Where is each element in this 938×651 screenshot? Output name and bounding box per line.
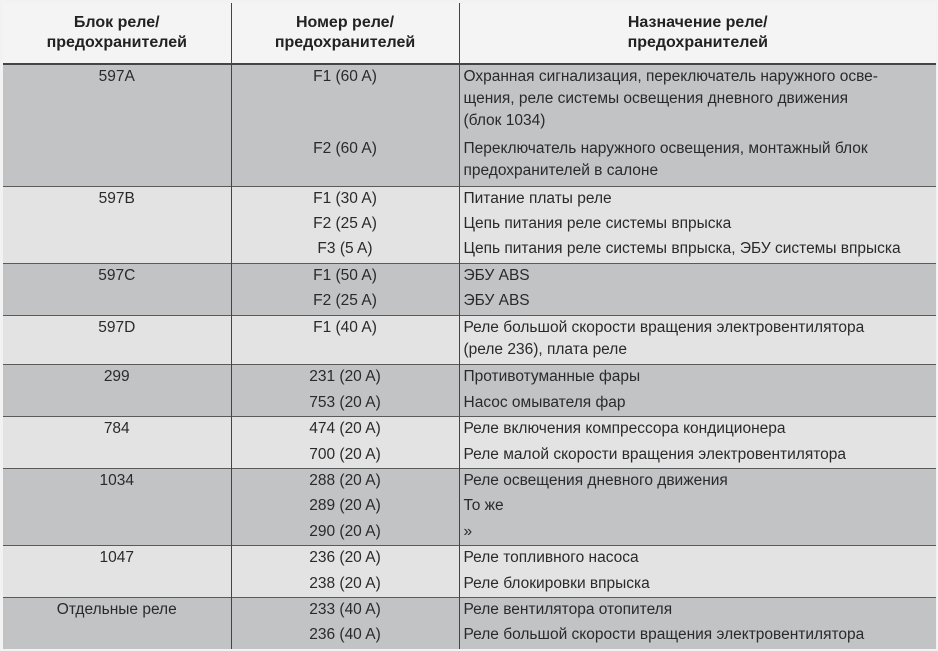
cell-purpose (459, 212, 936, 237)
text-line: Противотуманные фары (463, 368, 641, 386)
cell-number: 288 (20 A) (231, 469, 459, 495)
table-row (3, 186, 936, 212)
cell-number: 231 (20 A) (231, 365, 459, 391)
table-row (3, 263, 936, 289)
text-line: То же (463, 497, 504, 515)
cell-purpose (459, 289, 936, 315)
text-line: предохранителей (46, 34, 187, 51)
cell-number: F1 (60 A) (231, 64, 459, 137)
cell-block (3, 623, 231, 649)
header-purpose (459, 3, 936, 64)
cell-number: 233 (40 A) (231, 598, 459, 624)
cell-purpose (459, 64, 936, 137)
cell-purpose (459, 417, 936, 443)
cell-block: 299 (3, 365, 231, 391)
table-row (3, 469, 936, 495)
text-line: Реле освещения дневного движения (463, 472, 728, 490)
text-line: (реле 236), плата реле (463, 340, 627, 358)
table-row (3, 137, 936, 186)
text-line: предохранителей (627, 34, 768, 51)
cell-number: 236 (40 A) (231, 623, 459, 649)
cell-number: 290 (20 A) (231, 520, 459, 546)
text-line: предохранителей в салоне (463, 161, 659, 179)
text-line: ЭБУ ABS (463, 266, 530, 284)
cell-purpose (459, 263, 936, 289)
text-line: Блок реле/ (73, 14, 160, 31)
cell-block (3, 289, 231, 315)
cell-block: Отдельные реле (3, 598, 231, 624)
table-row (3, 289, 936, 315)
cell-number: 700 (20 A) (231, 443, 459, 469)
text-line: Цепь питания реле системы впрыска, ЭБУ системы впрыска (463, 240, 901, 258)
table-row (3, 212, 936, 237)
text-line: щения, реле системы освещения дневного движения (463, 90, 849, 107)
cell-block (3, 572, 231, 598)
table-row (3, 417, 936, 443)
cell-purpose (459, 237, 936, 263)
table-row (3, 64, 936, 137)
cell-number: F2 (60 A) (231, 137, 459, 186)
cell-block (3, 391, 231, 417)
text-line: Насос омывателя фар (463, 393, 626, 411)
table-row (3, 623, 936, 649)
cell-block (3, 137, 231, 186)
cell-block (3, 494, 231, 519)
cell-block: 597C (3, 263, 231, 289)
cell-block: 597D (3, 315, 231, 365)
table-row (3, 443, 936, 469)
text-line: Реле вентилятора отопителя (463, 601, 673, 619)
cell-number: F3 (5 A) (231, 237, 459, 263)
text-line: ЭБУ ABS (463, 292, 530, 310)
text-line: Номер реле/ (295, 14, 395, 31)
text-line: Реле блокировки впрыска (463, 574, 650, 592)
table-row (3, 237, 936, 263)
text-line: предохранителей (274, 34, 416, 51)
cell-purpose (459, 546, 936, 572)
cell-block (3, 212, 231, 237)
cell-purpose (459, 315, 936, 365)
cell-purpose (459, 469, 936, 495)
text-line: Реле топливного насоса (463, 549, 639, 567)
cell-number: F1 (50 A) (231, 263, 459, 289)
text-line: Питание платы реле (463, 189, 612, 207)
cell-block (3, 443, 231, 469)
cell-purpose (459, 137, 936, 186)
text-line: Охранная сигнализация, переключатель наружного осве- (463, 68, 878, 85)
cell-purpose (459, 598, 936, 624)
cell-purpose (459, 365, 936, 391)
table-row (3, 315, 936, 365)
text-line: (блок 1034) (463, 112, 546, 129)
header-row (3, 3, 936, 64)
header-block (3, 3, 231, 64)
cell-block (3, 520, 231, 546)
cell-purpose (459, 623, 936, 649)
cell-block: 1047 (3, 546, 231, 572)
table-body (3, 64, 936, 649)
cell-number: 236 (20 A) (231, 546, 459, 572)
cell-block: 597B (3, 186, 231, 212)
cell-number: F2 (25 A) (231, 212, 459, 237)
text-line: Реле включения компрессора кондиционера (463, 420, 786, 438)
cell-number: 289 (20 A) (231, 494, 459, 519)
cell-purpose (459, 186, 936, 212)
text-line: » (463, 522, 473, 540)
table-row (3, 365, 936, 391)
cell-purpose (459, 443, 936, 469)
cell-block (3, 237, 231, 263)
cell-purpose (459, 520, 936, 546)
cell-purpose (459, 572, 936, 598)
cell-number: 474 (20 A) (231, 417, 459, 443)
table-row (3, 494, 936, 519)
table-row (3, 520, 936, 546)
cell-number: 753 (20 A) (231, 391, 459, 417)
table-row (3, 546, 936, 572)
table-row (3, 598, 936, 624)
text-line: Цепь питания реле системы впрыска (463, 215, 732, 233)
relay-fuse-table (3, 3, 936, 649)
cell-number: F2 (25 A) (231, 289, 459, 315)
text-line: Реле малой скорости вращения электровентилятора (463, 445, 847, 463)
table-row (3, 572, 936, 598)
table-header (3, 3, 936, 64)
header-number (231, 3, 459, 64)
cell-number: F1 (40 A) (231, 315, 459, 365)
cell-number: 238 (20 A) (231, 572, 459, 598)
text-line: Реле большой скорости вращения электровентилятора (463, 626, 865, 644)
cell-block: 597A (3, 64, 231, 137)
cell-number: F1 (30 A) (231, 186, 459, 212)
table-row (3, 391, 936, 417)
text-line: Назначение реле/ (627, 14, 768, 31)
cell-purpose (459, 494, 936, 519)
text-line: Реле большой скорости вращения электровентилятора (463, 318, 865, 336)
text-line: Переключатель наружного освещения, монтажный блок (463, 139, 868, 157)
cell-purpose (459, 391, 936, 417)
cell-block: 1034 (3, 469, 231, 495)
cell-block: 784 (3, 417, 231, 443)
